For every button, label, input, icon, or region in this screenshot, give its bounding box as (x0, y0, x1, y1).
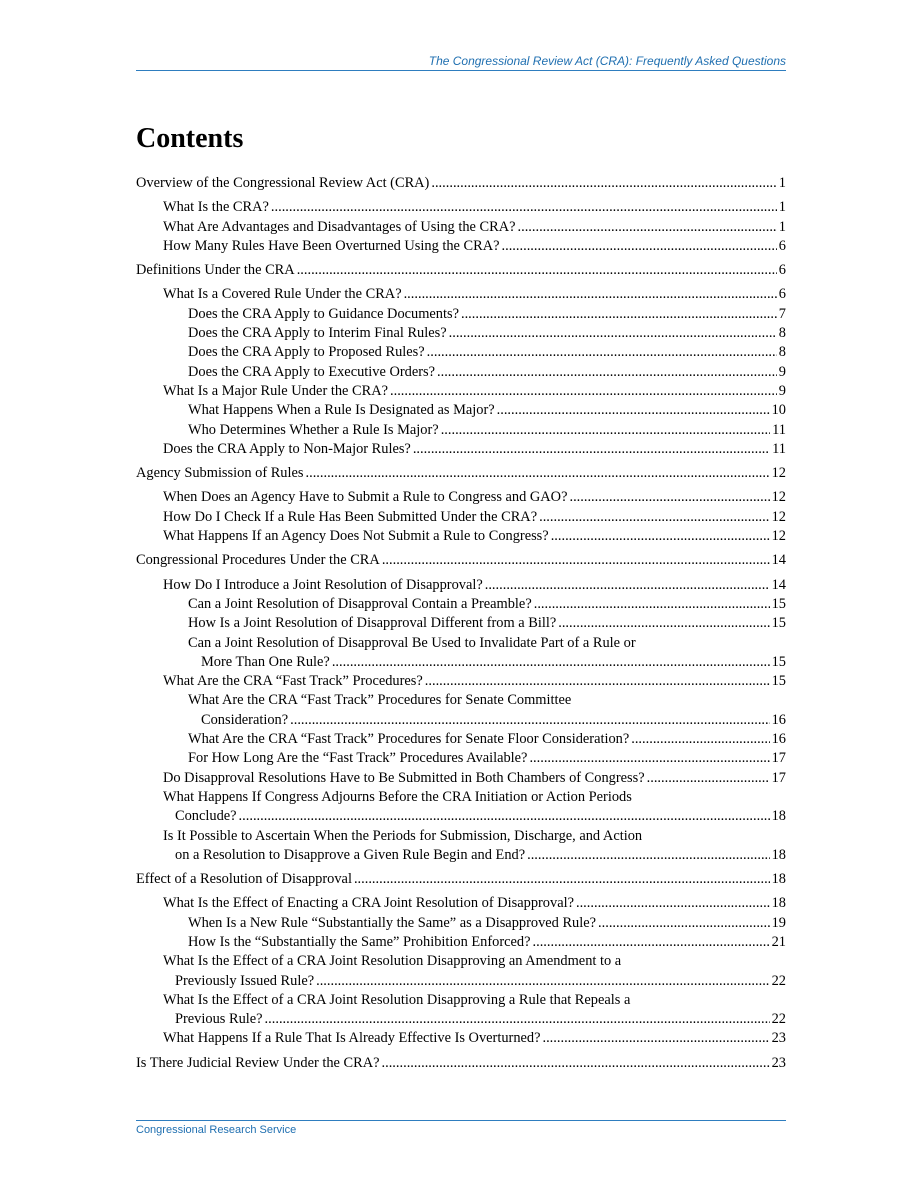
toc-entry-title: What Are the CRA “Fast Track” Procedures for Senate Floor Consideration? (188, 731, 630, 748)
toc-entry-title: What Is a Major Rule Under the CRA? (163, 382, 388, 399)
page-title: Contents (136, 123, 244, 154)
toc-entry-title: What Happens When a Rule Is Designated as Major? (188, 402, 495, 419)
toc-entry-title: Consideration? (201, 711, 289, 728)
toc-dot-leader (598, 914, 770, 933)
toc-page-number: 14 (771, 552, 786, 569)
toc-page-number: 14 (771, 576, 786, 593)
toc-entry-title: Previous Rule? (175, 1011, 263, 1028)
toc-page-number: 22 (771, 1011, 786, 1028)
toc-entry[interactable] (136, 508, 786, 527)
toc-entry-title: When Is a New Rule “Substantially the Same” as a Disapproved Rule? (188, 914, 597, 931)
toc-entry[interactable] (136, 421, 786, 440)
toc-dot-leader (647, 769, 770, 788)
toc-entry-title: Does the CRA Apply to Proposed Rules? (188, 344, 425, 361)
toc-page-number: 11 (772, 440, 786, 457)
toc-dot-leader (631, 730, 769, 749)
toc-entry[interactable] (136, 576, 786, 595)
toc-page-number: 23 (771, 1054, 786, 1071)
toc-entry[interactable] (136, 870, 786, 889)
toc-entry[interactable] (136, 769, 786, 788)
toc-entry[interactable] (136, 382, 786, 401)
toc-dot-leader (437, 363, 777, 382)
toc-dot-leader (271, 198, 777, 217)
toc-page-number: 15 (771, 673, 786, 690)
toc-entry-title: Is It Possible to Ascertain When the Periods for Submission, Discharge, and Action (163, 827, 643, 844)
toc-page-number: 19 (771, 914, 786, 931)
toc-entry[interactable] (136, 237, 786, 256)
toc-entry[interactable] (136, 933, 786, 952)
toc-entry-title: Conclude? (175, 808, 237, 825)
toc-page-number: 6 (778, 237, 786, 254)
toc-entry-title: Can a Joint Resolution of Disapproval Contain a Preamble? (188, 595, 532, 612)
toc-entry[interactable] (136, 1029, 786, 1048)
header-divider (136, 70, 786, 71)
toc-dot-leader (431, 174, 776, 193)
toc-dot-leader (390, 382, 777, 401)
toc-entry[interactable] (136, 894, 786, 913)
toc-entry-title: Does the CRA Apply to Executive Orders? (188, 363, 435, 380)
toc-dot-leader (461, 305, 777, 324)
toc-entry-title: on a Resolution to Disapprove a Given Rule Begin and End? (175, 846, 526, 863)
toc-dot-leader (502, 237, 777, 256)
toc-entry-title: For How Long Are the “Fast Track” Procedures Available? (188, 750, 528, 767)
toc-page-number: 7 (778, 305, 786, 322)
toc-entry-title: How Do I Check If a Rule Has Been Submitted Under the CRA? (163, 508, 538, 525)
toc-dot-leader (239, 807, 770, 826)
footer-divider (136, 1120, 786, 1121)
toc-entry[interactable] (136, 788, 786, 827)
running-header: The Congressional Review Act (CRA): Frequently Asked Questions (428, 54, 786, 68)
toc-dot-leader (529, 749, 769, 768)
toc-entry-title: Definitions Under the CRA (136, 262, 295, 279)
toc-dot-leader (558, 614, 769, 633)
toc-entry-title: Does the CRA Apply to Guidance Documents? (188, 305, 459, 322)
toc-entry[interactable] (136, 363, 786, 382)
toc-dot-leader (382, 1054, 770, 1073)
toc-page-number: 6 (778, 286, 786, 303)
toc-entry[interactable] (136, 551, 786, 570)
toc-entry-title: What Happens If Congress Adjourns Before the CRA Initiation or Action Periods (163, 788, 632, 805)
toc-entry-title: Do Disapproval Resolutions Have to Be Submitted in Both Chambers of Congress? (163, 769, 645, 786)
toc-dot-leader (569, 488, 769, 507)
toc-page-number: 12 (771, 528, 786, 545)
toc-dot-leader (441, 421, 770, 440)
toc-page-number: 9 (778, 382, 786, 399)
toc-entry-title: What Is the Effect of Enacting a CRA Joint Resolution of Disapproval? (163, 895, 574, 912)
toc-page-number: 18 (771, 895, 786, 912)
toc-entry-title: Is There Judicial Review Under the CRA? (136, 1054, 380, 1071)
toc-page-number: 11 (772, 421, 786, 438)
toc-entry-title: What Happens If a Rule That Is Already Effective Is Overturned? (163, 1030, 541, 1047)
toc-entry[interactable] (136, 464, 786, 483)
toc-entry-title: Congressional Procedures Under the CRA (136, 552, 380, 569)
toc-entry[interactable] (136, 488, 786, 507)
toc-dot-leader (265, 1010, 770, 1029)
toc-dot-leader (413, 440, 770, 459)
toc-entry-title: What Is the Effect of a CRA Joint Resolution Disapproving an Amendment to a (163, 953, 622, 970)
toc-entry[interactable] (136, 634, 786, 673)
toc-entry-title: What Are the CRA “Fast Track” Procedures? (163, 673, 423, 690)
toc-page-number: 15 (771, 653, 786, 670)
toc-entry[interactable] (136, 749, 786, 768)
toc-page-number: 16 (771, 711, 786, 728)
toc-page-number: 18 (771, 871, 786, 888)
toc-entry-title: Can a Joint Resolution of Disapproval Be Used to Invalidate Part of a Rule or (188, 634, 636, 651)
toc-dot-leader (539, 508, 770, 527)
toc-entry[interactable] (136, 174, 786, 193)
toc-entry-title: What Happens If an Agency Does Not Submit a Rule to Congress? (163, 528, 549, 545)
toc-dot-leader (425, 672, 770, 691)
toc-entry[interactable] (136, 914, 786, 933)
toc-page-number: 23 (771, 1030, 786, 1047)
toc-dot-leader (533, 933, 770, 952)
toc-entry[interactable] (136, 952, 786, 991)
toc-entry[interactable] (136, 305, 786, 324)
toc-page-number: 8 (778, 325, 786, 342)
table-of-contents (136, 174, 786, 1073)
toc-entry-title: What Is the CRA? (163, 199, 269, 216)
toc-entry-title: What Is a Covered Rule Under the CRA? (163, 286, 402, 303)
toc-dot-leader (332, 653, 770, 672)
toc-entry[interactable] (136, 343, 786, 362)
toc-dot-leader (485, 576, 770, 595)
toc-page-number: 1 (778, 175, 786, 191)
toc-entry[interactable] (136, 285, 786, 304)
toc-page-number: 9 (778, 363, 786, 380)
toc-entry-title: What Are the CRA “Fast Track” Procedures for Senate Committee (188, 692, 572, 709)
toc-entry[interactable] (136, 730, 786, 749)
toc-page-number: 10 (771, 402, 786, 419)
toc-entry-title: Who Determines Whether a Rule Is Major? (188, 421, 439, 438)
toc-page-number: 18 (771, 846, 786, 863)
toc-page-number: 17 (771, 750, 786, 767)
toc-entry[interactable] (136, 672, 786, 691)
toc-dot-leader (534, 595, 770, 614)
toc-entry-title: How Is a Joint Resolution of Disapproval Different from a Bill? (188, 615, 557, 632)
toc-dot-leader (551, 527, 770, 546)
toc-dot-leader (297, 261, 777, 280)
toc-entry-title: What Is the Effect of a CRA Joint Resolution Disapproving a Rule that Repeals a (163, 991, 631, 1008)
toc-dot-leader (576, 894, 770, 913)
toc-page-number: 12 (771, 465, 786, 482)
footer-label: Congressional Research Service (136, 1124, 297, 1136)
toc-entry-title: How Is the “Substantially the Same” Prohibition Enforced? (188, 933, 531, 950)
toc-page-number: 16 (771, 731, 786, 748)
toc-entry-title: When Does an Agency Have to Submit a Rule to Congress and GAO? (163, 489, 568, 506)
toc-entry[interactable] (136, 991, 786, 1030)
toc-dot-leader (527, 846, 770, 865)
toc-entry-title: How Do I Introduce a Joint Resolution of Disapproval? (163, 576, 483, 593)
toc-page-number: 1 (778, 218, 786, 235)
toc-dot-leader (306, 464, 770, 483)
toc-entry-title: What Are Advantages and Disadvantages of Using the CRA? (163, 218, 516, 235)
toc-entry[interactable] (136, 827, 786, 866)
toc-dot-leader (497, 401, 770, 420)
toc-page-number: 12 (771, 489, 786, 506)
toc-entry[interactable] (136, 324, 786, 343)
toc-page-number: 15 (771, 615, 786, 632)
toc-page-number: 15 (771, 595, 786, 612)
toc-entry[interactable] (136, 691, 786, 730)
toc-entry[interactable] (136, 198, 786, 217)
toc-dot-leader (427, 343, 777, 362)
toc-dot-leader (404, 285, 777, 304)
toc-entry[interactable] (136, 527, 786, 546)
toc-dot-leader (449, 324, 777, 343)
toc-entry[interactable] (136, 401, 786, 420)
toc-entry-title: Agency Submission of Rules (136, 465, 304, 482)
toc-page-number: 18 (771, 808, 786, 825)
toc-entry-title: Does the CRA Apply to Non-Major Rules? (163, 440, 411, 457)
toc-entry[interactable] (136, 218, 786, 237)
toc-page-number: 17 (771, 769, 786, 786)
toc-entry-title: More Than One Rule? (201, 653, 330, 670)
toc-dot-leader (316, 972, 770, 991)
toc-entry-title: How Many Rules Have Been Overturned Using the CRA? (163, 237, 500, 254)
toc-page-number: 6 (778, 262, 786, 279)
toc-entry[interactable] (136, 1054, 786, 1073)
toc-dot-leader (382, 551, 770, 570)
toc-dot-leader (290, 711, 769, 730)
toc-entry[interactable] (136, 261, 786, 280)
toc-dot-leader (518, 218, 777, 237)
toc-entry-title: Does the CRA Apply to Interim Final Rules? (188, 325, 447, 342)
toc-page-number: 12 (771, 508, 786, 525)
toc-page-number: 22 (771, 972, 786, 989)
toc-entry-title: Overview of the Congressional Review Act (CRA) (136, 175, 430, 191)
toc-page-number: 8 (778, 344, 786, 361)
toc-entry[interactable] (136, 614, 786, 633)
toc-dot-leader (542, 1029, 769, 1048)
toc-entry-title: Effect of a Resolution of Disapproval (136, 871, 352, 888)
toc-page-number: 1 (778, 199, 786, 216)
toc-entry-title: Previously Issued Rule? (175, 972, 315, 989)
toc-entry[interactable] (136, 595, 786, 614)
toc-page-number: 21 (771, 933, 786, 950)
toc-entry[interactable] (136, 440, 786, 459)
toc-dot-leader (354, 870, 770, 889)
